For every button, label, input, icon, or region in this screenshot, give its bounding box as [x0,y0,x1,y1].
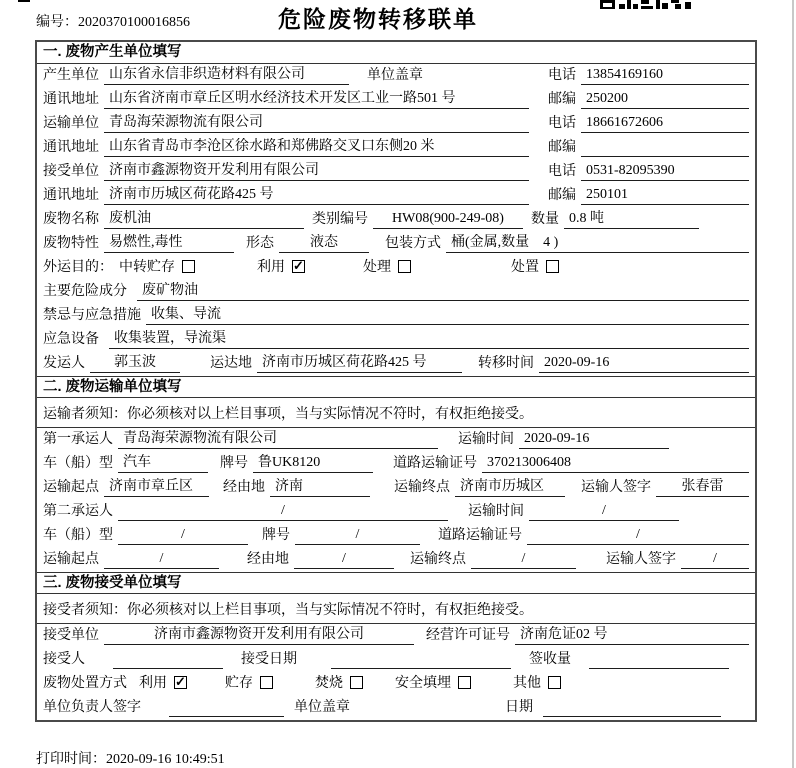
carrier1-time-value: 2020-09-16 [519,430,669,449]
purpose-option-label: 处置 [511,260,539,275]
checkbox-icon [546,260,559,273]
purpose-label: 外运目的： [43,260,113,275]
checkbox-icon [260,676,273,689]
carrier1-row [37,428,755,452]
carrier2-value: / [118,502,448,521]
checkbox-icon [182,260,195,273]
signed-qty-value [589,668,729,669]
checkbox-icon [350,676,363,689]
accept-unit-label: 接受单位 [43,628,99,643]
disposal-option-other [513,674,561,693]
disposal-option-utilize [139,674,187,693]
sign1-label: 运输人签字 [581,480,651,495]
disposal-option-label: 焚烧 [315,676,343,691]
equipment-row [37,328,755,352]
serial-value: 2020370100016856 [78,15,190,30]
transporter-address-value: 山东省青岛市李沧区徐水路和郑佛路交叉口东侧20 米 [104,138,529,157]
waste-name-row [37,208,755,232]
date-label: 日期 [505,700,533,715]
end1-value: 济南市历城区 [455,478,565,497]
transfer-time-label: 转移时间 [478,356,534,371]
receiver-notice: 接受者须知：你必须核对以上栏目事项，当与实际情况不符时，有权拒绝接受。 [37,594,755,624]
road-permit1-value: 370213006408 [482,454,749,473]
plate2-label: 牌号 [262,528,290,543]
producer-value: 山东省永信非织造材料有限公司 [104,66,349,85]
vehicle1-label: 车（船）型 [43,456,113,471]
acceptor-value [113,668,223,669]
equipment-value: 收集装置，导流渠 [109,330,749,349]
purpose-option-label: 中转贮存 [119,260,175,275]
receiver-postal-value: 250101 [581,186,749,205]
unit-seal-label: 单位盖章 [367,68,423,83]
end1-label: 运输终点 [394,480,450,495]
plate1-value: 鲁UK8120 [253,454,373,473]
packing-label: 包装方式 [385,236,441,251]
accept-date-label: 接受日期 [241,652,297,667]
manifest-form [35,40,757,722]
waste-props-row [37,232,755,256]
checkbox-checked-icon [174,676,187,689]
route2-row [37,548,755,572]
checkbox-checked-icon [292,260,305,273]
producer-address-label: 通讯地址 [43,92,99,107]
accept-date-value [331,668,511,669]
destination-label: 运达地 [210,356,252,371]
head-sign-label: 单位负责人签字 [43,700,141,715]
purpose-option-dispose [511,258,559,277]
acceptor-label: 接受人 [43,652,85,667]
via2-label: 经由地 [247,552,289,567]
carrier1-time-label: 运输时间 [458,432,514,447]
end2-label: 运输终点 [410,552,466,567]
acceptor-row [37,648,755,672]
purpose-option-utilize [257,258,305,277]
transporter-phone-label: 电话 [548,116,576,131]
origin1-label: 运输起点 [43,480,99,495]
serial-label: 编号： [36,15,78,30]
hazard-value: 废矿物油 [137,282,749,301]
waste-props-value: 易燃性,毒性 [104,234,234,253]
receiver-value: 济南市鑫源物资开发利用有限公司 [104,162,529,181]
signed-qty-label: 签收量 [529,652,571,667]
shipper-label: 发运人 [43,356,85,371]
purpose-option-label: 利用 [257,260,285,275]
end2-value: / [471,550,576,569]
waste-props-label: 废物特性 [43,236,99,251]
producer-address-value: 山东省济南市章丘区明水经济技术开发区工业一路501 号 [104,90,529,109]
shipper-value: 郭玉波 [90,354,180,373]
print-time [36,748,225,768]
license-value: 济南危证02 号 [515,626,749,645]
producer-label: 产生单位 [43,68,99,83]
quantity-label: 数量 [531,212,559,227]
transporter-value: 青岛海荣源物流有限公司 [104,114,529,133]
carrier1-label: 第一承运人 [43,432,113,447]
disposal-row [37,672,755,696]
sign2-label: 运输人签字 [606,552,676,567]
producer-postal-value: 250200 [581,90,749,109]
equipment-label: 应急设备 [43,332,99,347]
section-3-title: 三. 废物接受单位填写 [37,572,755,594]
purpose-option-treat [363,258,411,277]
print-time-label: 打印时间： [36,752,106,767]
plate1-label: 牌号 [220,456,248,471]
producer-postal-label: 邮编 [548,92,576,107]
disposal-option-incinerate [315,674,363,693]
producer-row [37,64,755,88]
producer-phone-value: 13854169160 [581,66,749,85]
checkbox-icon [548,676,561,689]
packing-value: 桶(金属,数量 4 ) [446,234,749,253]
origin2-label: 运输起点 [43,552,99,567]
disposal-option-label: 利用 [139,676,167,691]
receiver-address-value: 济南市历城区荷花路425 号 [104,186,529,205]
taboo-label: 禁忌与应急措施 [43,308,141,323]
origin1-value: 济南市章丘区 [104,478,209,497]
vehicle1-row [37,452,755,476]
page-title: 危险废物转移联单 [278,6,478,32]
vehicle2-label: 车（船）型 [43,528,113,543]
purpose-row [37,256,755,280]
disposal-label: 废物处置方式 [43,676,127,691]
transporter-postal-label: 邮编 [548,140,576,155]
carrier2-row [37,500,755,524]
transporter-postal-value [581,156,749,157]
accept-unit-row [37,624,755,648]
page-edge-line [792,0,794,768]
transporter-address-label: 通讯地址 [43,140,99,155]
section-2-title: 二. 废物运输单位填写 [37,376,755,398]
receiver-phone-label: 电话 [548,164,576,179]
carrier2-time-label: 运输时间 [468,504,524,519]
print-time-value: 2020-09-16 10:49:51 [106,752,225,767]
origin2-value: / [104,550,219,569]
section-1-title: 一. 废物产生单位填写 [37,42,755,64]
producer-address-row [37,88,755,112]
carrier2-label: 第二承运人 [43,504,113,519]
hazard-row [37,280,755,304]
taboo-value: 收集、导流 [146,306,749,325]
waste-name-value: 废机油 [104,210,304,229]
sign2-value: / [681,550,749,569]
checkbox-icon [398,260,411,273]
unit-seal-label: 单位盖章 [294,700,350,715]
quantity-value: 0.8 吨 [564,210,699,229]
vehicle1-value: 汽车 [118,454,208,473]
disposal-option-landfill [395,674,471,693]
purpose-option-transfer-storage [119,258,195,277]
destination-value: 济南市历城区荷花路425 号 [257,354,462,373]
road-permit2-label: 道路运输证号 [438,528,522,543]
carrier2-time-value: / [529,502,679,521]
taboo-row [37,304,755,328]
plate2-value: / [295,526,420,545]
license-label: 经营许可证号 [426,628,510,643]
transporter-address-row [37,136,755,160]
producer-phone-label: 电话 [548,68,576,83]
receiver-address-row [37,184,755,208]
form-label: 形态 [246,236,274,251]
carrier1-value: 青岛海荣源物流有限公司 [118,430,438,449]
vehicle2-row [37,524,755,548]
vehicle2-value: / [118,526,248,545]
via1-value: 济南 [270,478,370,497]
date-value [543,716,721,717]
qr-code-fragment [600,0,692,10]
receiver-label: 接受单位 [43,164,99,179]
transporter-row [37,112,755,136]
transfer-time-value: 2020-09-16 [539,354,749,373]
transporter-label: 运输单位 [43,116,99,131]
receiver-postal-label: 邮编 [548,188,576,203]
via2-value: / [294,550,394,569]
road-permit1-label: 道路运输证号 [393,456,477,471]
checkbox-icon [458,676,471,689]
head-sign-row [37,696,755,720]
receiver-phone-value: 0531-82095390 [581,162,749,181]
disposal-option-label: 其他 [513,676,541,691]
via1-label: 经由地 [223,480,265,495]
disposal-option-label: 安全填埋 [395,676,451,691]
transporter-notice: 运输者须知：你必须核对以上栏目事项，当与实际情况不符时，有权拒绝接受。 [37,398,755,428]
category-value: HW08(900-249-08) [373,210,523,229]
accept-unit-value: 济南市鑫源物资开发利用有限公司 [104,626,414,645]
shipper-row [37,352,755,376]
head-sign-value [169,716,284,717]
document-header [0,0,796,40]
purpose-option-label: 处理 [363,260,391,275]
category-label: 类别编号 [312,212,368,227]
waste-name-label: 废物名称 [43,212,99,227]
route1-row [37,476,755,500]
receiver-address-label: 通讯地址 [43,188,99,203]
disposal-option-label: 贮存 [225,676,253,691]
hazard-label: 主要危险成分 [43,284,127,299]
form-value: 液态 [279,234,369,253]
sign1-value: 张春雷 [656,478,749,497]
disposal-option-store [225,674,273,693]
road-permit2-value: / [527,526,749,545]
receiver-row [37,160,755,184]
transporter-phone-value: 18661672606 [581,114,749,133]
